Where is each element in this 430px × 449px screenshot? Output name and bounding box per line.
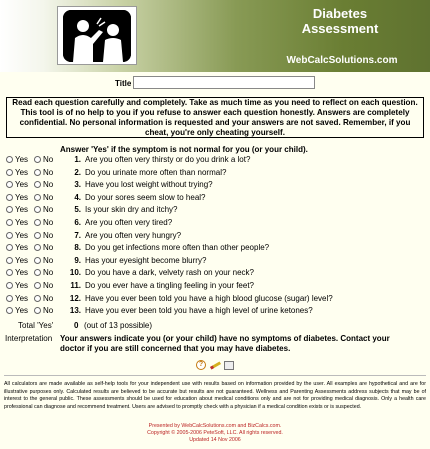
no-label[interactable]: No xyxy=(43,268,54,278)
no-radio[interactable] xyxy=(34,194,41,201)
no-radio[interactable] xyxy=(34,307,41,314)
no-radio[interactable] xyxy=(34,181,41,188)
no-label[interactable]: No xyxy=(43,230,54,240)
yes-radio[interactable] xyxy=(6,232,13,239)
question-row xyxy=(0,193,430,205)
question-number: 10. xyxy=(69,268,81,278)
pencil-icon[interactable] xyxy=(210,361,221,369)
interpretation-text: Your answers indicate you (or your child) have no symptoms of diabetes. Contact your doctor if you are still concerned that you may have diabetes. xyxy=(60,334,390,353)
question-number: 7. xyxy=(74,230,81,240)
no-label[interactable]: No xyxy=(43,192,54,202)
question-text: Have you ever been told you have a high blood glucose (sugar) level? xyxy=(85,293,333,303)
yes-label[interactable]: Yes xyxy=(15,205,29,215)
yes-radio[interactable] xyxy=(6,282,13,289)
question-text: Do your sores seem slow to heal? xyxy=(85,192,206,202)
yes-label[interactable]: Yes xyxy=(15,268,29,278)
no-label[interactable]: No xyxy=(43,243,54,253)
no-label[interactable]: No xyxy=(43,255,54,265)
no-label[interactable]: No xyxy=(43,180,54,190)
title-input[interactable] xyxy=(133,76,315,89)
yes-label[interactable]: Yes xyxy=(15,281,29,290)
yes-radio[interactable] xyxy=(6,307,13,314)
question-row xyxy=(0,205,430,217)
total-yes-note: (out of 13 possible) xyxy=(84,321,153,330)
yes-radio[interactable] xyxy=(6,295,13,302)
question-number: 8. xyxy=(74,243,81,253)
help-icon[interactable]: ? xyxy=(196,360,206,370)
no-label[interactable]: No xyxy=(43,281,54,290)
yes-label[interactable]: Yes xyxy=(15,255,29,265)
action-icons xyxy=(196,360,236,372)
question-row xyxy=(0,268,430,280)
no-radio[interactable] xyxy=(34,156,41,163)
instructions-box: Read each question carefully and completely. Take as much time as you need to reflect on each question. This tool is of no help to you if you refuse to answer each question honestly. Answers are completely confidential. No personal information is requested and your answers are not saved. Remember, if you cheat, you're only cheating yourself. xyxy=(6,97,424,138)
yes-radio[interactable] xyxy=(6,194,13,201)
yes-label[interactable]: Yes xyxy=(15,192,29,202)
question-number: 11. xyxy=(70,281,81,290)
yes-radio[interactable] xyxy=(6,169,13,176)
question-text: Do you get infections more often than other people? xyxy=(85,243,270,253)
answer-header: Answer 'Yes' if the symptom is not normal for you (or your child). xyxy=(60,145,308,154)
question-number: 1. xyxy=(74,155,81,164)
no-radio[interactable] xyxy=(34,169,41,176)
no-label[interactable]: No xyxy=(43,218,54,227)
question-row xyxy=(0,218,430,230)
question-row xyxy=(0,281,430,293)
question-number: 12. xyxy=(69,293,81,303)
disclaimer: All calculators are made available as self-help tools for your independent use with results based on information provided by the user. All examples are hypothetical and are for illustrative purposes only. Calculated results are believed to be accurate but results are not guaranteed. Wellness and Parenting Assessments address subjects that may be of interest to the general public. These assessments should be used for education about medical conditions only and are not for providing medical diagnosis. Only a health care professional can diagnose and recommend treatment. Users are advised to promptly check with a physician if a medical condition exists or is suspected. xyxy=(4,381,426,410)
question-number: 9. xyxy=(74,255,81,265)
question-text: Do you urinate more often than normal? xyxy=(85,167,227,177)
yes-label[interactable]: Yes xyxy=(15,293,29,303)
total-yes-value: 0 xyxy=(74,321,79,330)
question-text: Have you ever been told you have a high level of urine ketones? xyxy=(85,306,313,316)
yes-label[interactable]: Yes xyxy=(15,306,29,316)
question-row xyxy=(0,231,430,243)
no-radio[interactable] xyxy=(34,282,41,289)
question-text: Has your eyesight become blurry? xyxy=(85,255,207,265)
yes-label[interactable]: Yes xyxy=(15,218,29,227)
question-number: 3. xyxy=(74,180,81,190)
header-banner xyxy=(0,0,430,72)
question-row xyxy=(0,256,430,268)
yes-label[interactable]: Yes xyxy=(15,155,29,164)
question-text: Do you ever have a tingling feeling in your feet? xyxy=(85,281,254,290)
no-label[interactable]: No xyxy=(43,306,54,316)
logo-image xyxy=(63,10,131,62)
footer xyxy=(0,423,430,444)
yes-radio[interactable] xyxy=(6,244,13,251)
question-number: 5. xyxy=(74,205,81,215)
title-row xyxy=(0,76,430,90)
question-row xyxy=(0,180,430,192)
yes-label[interactable]: Yes xyxy=(15,243,29,253)
page-title: Diabetes Assessment xyxy=(301,6,379,36)
yes-radio[interactable] xyxy=(6,181,13,188)
question-text: Are you often very tired? xyxy=(85,218,173,227)
no-radio[interactable] xyxy=(34,219,41,226)
yes-radio[interactable] xyxy=(6,219,13,226)
no-label[interactable]: No xyxy=(43,167,54,177)
logo xyxy=(57,6,137,65)
question-text: Have you lost weight without trying? xyxy=(85,180,213,190)
title-label: Title xyxy=(115,79,132,88)
yes-label[interactable]: Yes xyxy=(15,167,29,177)
yes-radio[interactable] xyxy=(6,156,13,163)
question-number: 6. xyxy=(74,218,81,227)
no-radio[interactable] xyxy=(34,257,41,264)
print-icon[interactable] xyxy=(224,361,234,370)
yes-radio[interactable] xyxy=(6,257,13,264)
yes-label[interactable]: Yes xyxy=(15,180,29,190)
no-radio[interactable] xyxy=(34,295,41,302)
question-text: Do you have a dark, velvety rash on your neck? xyxy=(85,268,254,278)
question-row xyxy=(0,306,430,318)
question-text: Is your skin dry and itchy? xyxy=(85,205,178,215)
footer-presented[interactable]: Presented by WebCalcSolutions.com and BizCalcs.com. xyxy=(148,423,282,429)
no-label[interactable]: No xyxy=(43,155,54,164)
question-row xyxy=(0,168,430,180)
yes-radio[interactable] xyxy=(6,269,13,276)
interpretation-label: Interpretation xyxy=(5,334,53,343)
question-row xyxy=(0,294,430,306)
no-label[interactable]: No xyxy=(43,293,54,303)
question-number: 13. xyxy=(69,306,81,316)
footer-copyright: Copyright © 2005-2006 PeteSoft, LLC. All rights reserved. xyxy=(147,430,283,436)
yes-label[interactable]: Yes xyxy=(15,230,29,240)
divider xyxy=(4,375,426,376)
total-yes-label: Total 'Yes' xyxy=(18,321,54,330)
question-text: Are you often very thirsty or do you drink a lot? xyxy=(85,155,251,164)
no-radio[interactable] xyxy=(34,244,41,251)
no-label[interactable]: No xyxy=(43,205,54,215)
yes-radio[interactable] xyxy=(6,206,13,213)
no-radio[interactable] xyxy=(34,269,41,276)
footer-updated: Updated 14 Nov 2006 xyxy=(189,437,241,443)
question-number: 2. xyxy=(74,167,81,177)
no-radio[interactable] xyxy=(34,232,41,239)
question-row xyxy=(0,243,430,255)
question-number: 4. xyxy=(74,192,81,202)
question-text: Are you often very hungry? xyxy=(85,230,182,240)
no-radio[interactable] xyxy=(34,206,41,213)
question-row xyxy=(0,155,430,167)
site-name: WebCalcSolutions.com xyxy=(286,55,398,66)
